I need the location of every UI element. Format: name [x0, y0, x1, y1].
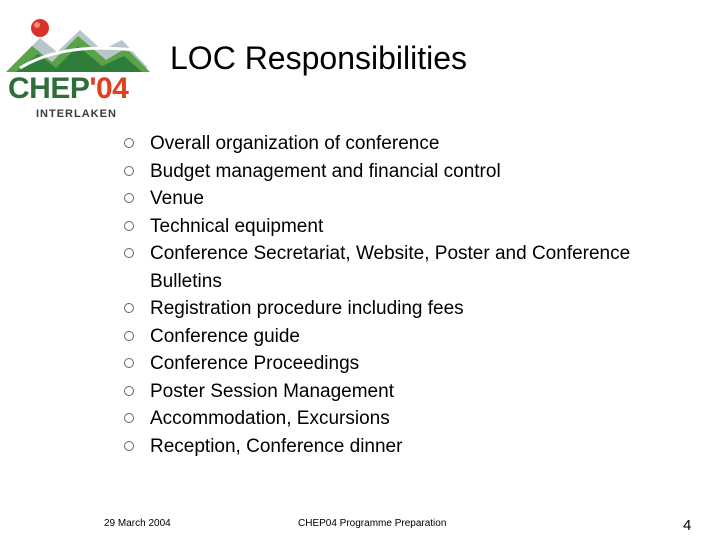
list-item-text: Overall organization of conference	[150, 133, 440, 154]
list-item-text: Registration procedure including fees	[150, 298, 464, 319]
circle-bullet-icon	[124, 138, 134, 148]
logo-city-text: INTERLAKEN	[36, 108, 117, 120]
list-item-text: Venue	[150, 188, 204, 209]
list-item	[124, 378, 694, 406]
list-item-text: Conference guide	[150, 325, 300, 347]
list-item	[124, 240, 694, 295]
circle-bullet-icon	[124, 193, 134, 203]
circle-bullet-icon	[124, 248, 134, 258]
list-item	[124, 158, 694, 186]
chep04-logo	[2, 10, 152, 120]
circle-bullet-icon	[124, 303, 134, 313]
list-item	[124, 130, 694, 158]
list-item-text: Poster Session Management	[150, 380, 394, 402]
circle-bullet-icon	[124, 331, 134, 341]
list-item	[124, 433, 694, 461]
responsibility-list	[124, 130, 694, 460]
list-item	[124, 350, 694, 378]
list-item	[124, 323, 694, 351]
list-item-text: Technical equipment	[150, 215, 324, 237]
footer-date: 29 March 2004	[104, 518, 171, 529]
page-number: 4	[683, 517, 692, 534]
list-item-text: Accommodation, Excursions	[150, 408, 390, 429]
list-item-text: Conference Secretariat, Website, Poster and Conference Bulletins	[150, 243, 631, 292]
circle-bullet-icon	[124, 221, 134, 231]
circle-bullet-icon	[124, 166, 134, 176]
slide-title: LOC Responsibilities	[170, 40, 468, 76]
list-item	[124, 295, 694, 323]
logo-year-text: '04	[89, 72, 129, 105]
list-item-text: Budget management and financial control	[150, 160, 501, 182]
circle-bullet-icon	[124, 441, 134, 451]
list-item	[124, 185, 694, 213]
list-item-text: Reception, Conference dinner	[150, 435, 403, 457]
circle-bullet-icon	[124, 358, 134, 368]
list-item-text: Conference Proceedings	[150, 353, 360, 374]
circle-bullet-icon	[124, 386, 134, 396]
footer-title: CHEP04 Programme Preparation	[298, 518, 447, 529]
circle-bullet-icon	[124, 413, 134, 423]
logo-name-text: CHEP	[8, 72, 90, 105]
mountain-logo-icon	[2, 10, 152, 80]
list-item	[124, 213, 694, 241]
list-item	[124, 405, 694, 433]
